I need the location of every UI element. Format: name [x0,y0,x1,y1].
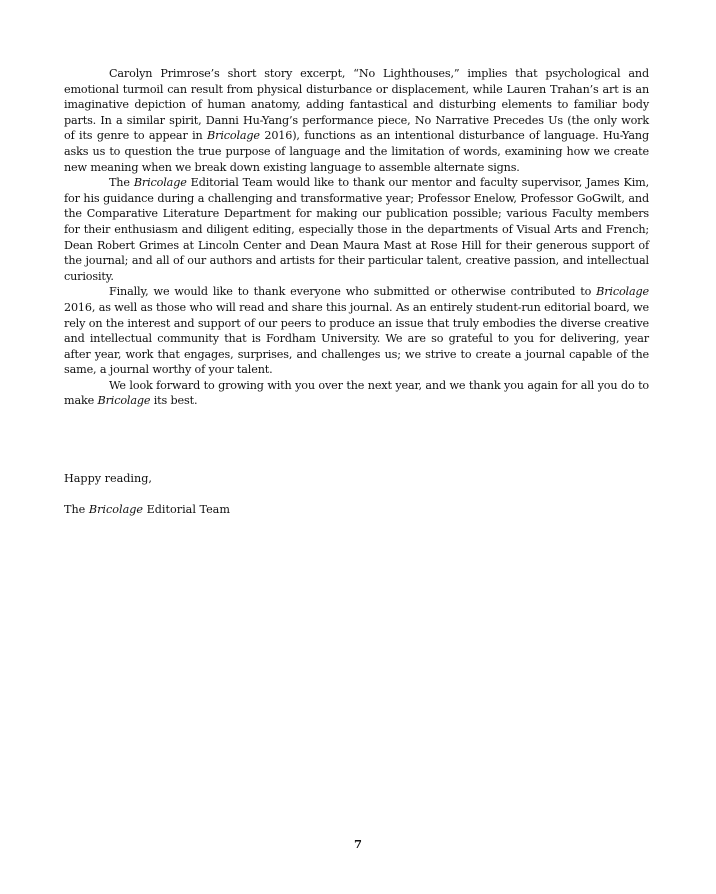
paragraph-text-run: 2016, as well as those who will read and share this journal. As an entirely student-run editorial board, we rely on the interest and support of our peers to produce an issue that truly embodies the diverse creative and intellectual community that is Fordham University. We are so grateful to you for delivering, year after year, work that engages, surprises, and challenges us; we strive to create a journal capable of the same, a journal worthy of your talent. [64,300,649,377]
paragraph-text-run: Editorial Team would like to thank our mentor and faculty supervisor, James Kim, for his guidance during a challenging and transformative year; Professor Enelow, Professor GoGwilt, and the Comparative Literature Department for making our publication possible; various Faculty members for their enthusiasm and diligent editing, especially those in the departments of Visual Arts and French; Dean Robert Grimes at Lincoln Center and Dean Maura Mast at Rose Hill for their generous support of the journal; and all of our authors and artists for their particular talent, creative passion, and intellectual curiosity. [64,176,649,283]
paragraph-text-run: its best. [150,394,198,408]
journal-name-italic: Bricolage [133,176,187,190]
journal-name-italic: Bricolage [596,285,649,299]
body-paragraph [64,378,649,409]
paragraph-text-run: Carolyn Primrose’s short story excerpt, “No Lighthouses,” implies that psychological and emotional turmoil can result from physical disturbance or displacement, while Lauren Trahan’s art is an imaginative depiction of human anatomy, adding fantastical and disturbing elements to familiar body parts. In a similar spirit, Danni Hu-Yang’s performance piece, No Narrative Precedes Us (the only work of its genre to appear in [64,67,649,143]
closing-greeting: Happy reading, [64,472,152,485]
body-paragraph [64,175,649,284]
journal-name-italic: Bricolage [207,129,260,143]
paragraph-text-run: We look forward to growing with you over the next year, and we thank you again for all you do to make [64,378,649,408]
signature-suffix: Editorial Team [143,503,230,516]
paragraph-text-run: 2016), functions as an intentional disturbance of language. Hu-Yang asks us to question the true purpose of language and the limitation of words, examining how we create new meaning when we break down existing language to assemble alternate signs. [64,129,649,174]
signature-journal-name: Bricolage [88,503,144,516]
body-paragraph [64,284,649,378]
signature-prefix: The [64,503,89,516]
closing-signature [64,502,564,518]
journal-name-italic: Bricolage [97,394,151,408]
letter-body [64,66,649,409]
page-number: 7 [353,837,362,851]
body-paragraph [64,66,649,175]
paragraph-text-run: Finally, we would like to thank everyone who submitted or otherwise contributed to [109,285,597,299]
paragraph-text-run: The [109,176,134,190]
